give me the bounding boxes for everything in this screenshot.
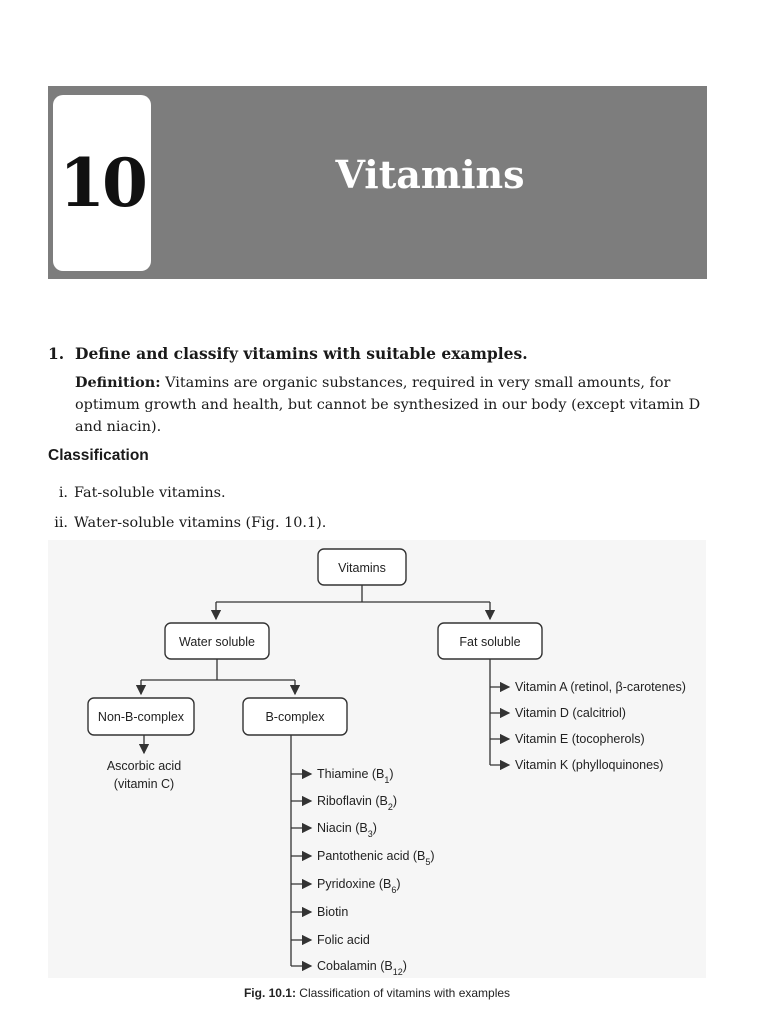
chapter-title: Vitamins — [335, 152, 525, 197]
fat-vitamin-k: Vitamin K (phylloquinones) — [515, 758, 664, 772]
definition-label: Definition: — [75, 374, 161, 391]
list-marker: ii. — [54, 515, 68, 531]
node-fat-soluble: Fat soluble — [459, 635, 521, 649]
fat-vitamin-e: Vitamin E (tocopherols) — [515, 732, 645, 746]
list-text: Fat-soluble vitamins. — [74, 485, 226, 501]
question-text: Define and classify vitamins with suitable examples. — [75, 344, 528, 363]
b-vitamin-item: Cobalamin $(B_{12})$ — [317, 959, 407, 977]
question-number: 1. — [48, 344, 65, 363]
node-b-complex: B-complex — [265, 710, 325, 724]
node-vitamins: Vitamins — [338, 561, 386, 575]
fat-vitamin-d: Vitamin D (calcitriol) — [515, 706, 626, 720]
fat-vitamin-a: Vitamin A (retinol, β-carotenes) — [515, 680, 686, 694]
classification-heading: Classification — [48, 447, 149, 464]
b-vitamin-item: Folic acid — [317, 933, 370, 947]
fat-soluble-items — [490, 680, 686, 772]
definition-text: Vitamins are organic substances, required in very small amounts, for optimum growth and health, but cannot be synthesized in our body (except vitamin D and niacin). — [75, 375, 701, 435]
b-vitamin-item: Niacin $(B_3)$ — [317, 821, 377, 839]
b-vitamin-item: Thiamine $(B_1)$ — [317, 767, 394, 785]
figure-caption — [48, 986, 706, 1000]
list-marker: i. — [58, 485, 68, 501]
b-vitamin-item: Riboflavin $(B_2)$ — [317, 794, 398, 812]
b-complex-items — [291, 767, 435, 977]
b-vitamin-item: Pantothenic acid $(B_5)$ — [317, 849, 435, 867]
chapter-number: 10 — [53, 95, 151, 271]
b-vitamin-item: Pyridoxine $(B_6)$ — [317, 877, 401, 895]
node-non-b-complex: Non-B-complex — [97, 710, 185, 724]
vitamin-c-label: (vitamin C) — [113, 777, 175, 791]
ascorbic-acid-label: Ascorbic acid — [106, 759, 182, 773]
b-vitamin-item: Biotin — [317, 905, 349, 919]
caption-text: Classification of vitamins with examples — [295, 986, 511, 1000]
node-water-soluble: Water soluble — [179, 635, 255, 649]
caption-label: Fig. 10.1: — [243, 986, 296, 1000]
list-text: Water-soluble vitamins (Fig. 10.1). — [74, 515, 327, 531]
